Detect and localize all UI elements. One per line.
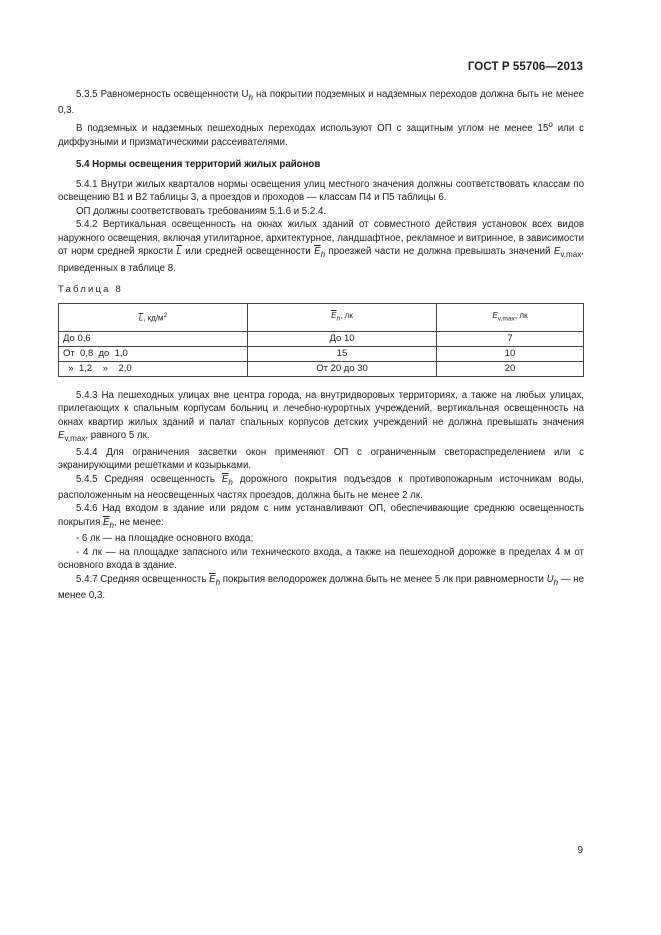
- paragraph-5-4-1: 5.4.1 Внутри жилых кварталов нормы освещения улиц местного значения должны соответствовать классам по освещению В1 и В2 таблицы 3, а проездов и проходов — классам П4 и П5 таблицы 6.: [58, 178, 584, 204]
- text-span: или с диффузными и призматическими рассеивателями.: [58, 123, 585, 148]
- paragraph-5-4-6: [58, 502, 584, 532]
- page-number: 9: [577, 845, 583, 856]
- subscript: v,max: [497, 315, 515, 323]
- subscript: h: [248, 92, 253, 102]
- table-caption: Таблица 8: [58, 284, 123, 296]
- superscript: 2: [163, 312, 168, 320]
- text-span: проезжей части не должна превышать значений: [325, 246, 554, 258]
- text-span: , равного 5 лк.: [85, 430, 150, 442]
- paragraph-5-4-7: [58, 573, 584, 603]
- header-unit: , лк: [340, 310, 353, 320]
- text-span: , не менее:: [113, 516, 164, 528]
- text-span: — не менее 0,3.: [58, 573, 584, 602]
- symbol: E: [58, 430, 65, 442]
- column-header: [59, 303, 248, 331]
- symbol: $\overline{E}$: [209, 573, 216, 585]
- symbol: E: [553, 246, 561, 258]
- paragraph-5-4-3: [58, 389, 584, 446]
- symbol: $\overline{E}$: [221, 473, 229, 485]
- subscript: h: [553, 577, 559, 587]
- symbol: $\overline{E}$: [103, 516, 110, 528]
- subscript: h: [109, 520, 114, 530]
- symbol: $\overline{E}$: [314, 246, 321, 258]
- document-code: ГОСТ Р 55706—2013: [467, 61, 583, 73]
- text-span: дорожного покрытия подъездов к противопожарным источникам воды, расположенным на неосвещенных частях проездов, должна быть не менее 2 лк.: [58, 473, 584, 501]
- text-span: покрытия велодорожек должна быть не менее 5 лк при равномерности: [220, 573, 547, 585]
- subscript: h: [228, 477, 233, 487]
- table-cell: До 10: [248, 331, 437, 346]
- symbol: $\overline{L}$: [138, 313, 144, 323]
- text-span: 5.4.7 Средняя освещенность: [76, 573, 210, 585]
- text-span: 5.4.2 Вертикальная освещенность на окнах жилых зданий от совместного действия установок всех видов наружного освещения, включая утилитарное, архитектурное, ландшафтное, рекламное и витринное, в зависимости от норм средней яркости: [58, 219, 584, 258]
- table-8: [58, 303, 584, 377]
- table-cell: 10: [437, 346, 584, 361]
- table-header-row: [59, 303, 584, 331]
- table-row: [59, 361, 584, 376]
- table-cell: » 1,2 » 2,0: [59, 361, 248, 376]
- subscript: h: [320, 250, 326, 260]
- text-span: 5.4.5 Средняя освещенность: [76, 473, 222, 485]
- symbol: $\overline{L}$: [176, 246, 182, 258]
- table-cell: От 20 до 30: [248, 361, 437, 376]
- superscript: о: [548, 119, 553, 129]
- text-span: В подземных и надземных пешеходных переходах используют ОП с защитным углом не менее 15: [76, 123, 549, 135]
- header-unit: , кд/м: [143, 313, 164, 323]
- paragraph-5-4-2: [58, 218, 584, 275]
- table-row: [59, 331, 584, 346]
- table-cell: 15: [248, 346, 437, 361]
- section-title: 5.4 Нормы освещения территорий жилых районов: [76, 159, 321, 171]
- table-cell: От 0,8 до 1,0: [59, 346, 248, 361]
- paragraph-5-3-5: [58, 88, 584, 118]
- paragraph-5-3-5-b: [58, 118, 584, 149]
- paragraph-5-4-1-b: ОП должны соответствовать требованиям 5.1.6 и 5.2.4.: [76, 205, 327, 217]
- symbol: E: [492, 310, 498, 320]
- table-row: [59, 346, 584, 361]
- page-content: [58, 88, 584, 603]
- table-cell: 7: [437, 331, 584, 346]
- text-span: на покрытии подземных и надземных переходов должна быть не менее 0,3.: [58, 89, 584, 117]
- table-cell: 20: [437, 361, 584, 376]
- subscript: h: [336, 315, 341, 323]
- text-span: 5.4.3 На пешеходных улицах вне центра города, на внутридворовых территориях, а также на любых улицах, прилегающих к спальным корпусам больниц и лечебно-курортных учреждений, вертикальная освещенность на окнах квартир жилых зданий и палат спальных корпусов детских учреждений не должна превышать значения: [58, 389, 584, 428]
- text-span: , приведенных в таблице 8.: [58, 246, 584, 274]
- list-item: - 4 лк — на площадке запасного или технического входа, а также на пешеходной дорожке в пределах 4 м от основного входа в здание.: [58, 546, 584, 572]
- text-span: или средней освещенности: [181, 246, 315, 258]
- paragraph-5-4-5: [58, 473, 584, 503]
- subscript: v,max: [64, 434, 86, 444]
- column-header: [437, 303, 584, 331]
- column-header: [248, 303, 437, 331]
- text-span: 5.4.6 Над входом в здание или рядом с ним устанавливают ОП, обеспечивающие среднюю освещенность покрытия: [58, 503, 584, 528]
- subscript: v,max: [560, 250, 582, 260]
- paragraph-5-4-4: 5.4.4 Для ограничения засветки окон применяют ОП с ограниченным светораспределением или с экранирующими решетками и козырьками.: [58, 446, 584, 472]
- header-unit: , лк: [514, 310, 528, 320]
- symbol: $\overline{E}$: [331, 310, 337, 320]
- subscript: h: [215, 577, 221, 587]
- list-item: - 6 лк — на площадке основного входа;: [76, 533, 254, 545]
- symbol: U: [546, 573, 554, 585]
- table-cell: До 0,6: [59, 331, 248, 346]
- text-span: 5.3.5 Равномерность освещенности U: [76, 89, 249, 100]
